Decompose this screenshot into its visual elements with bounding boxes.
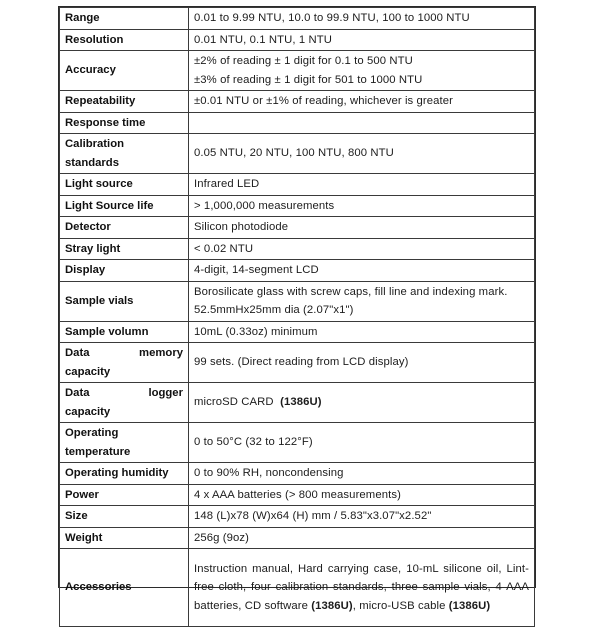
calibration-label-line-2: standards [65, 156, 119, 169]
row-value-size: 148 (L)x78 (W)x64 (H) mm / 5.83"x3.07"x2.52" [189, 506, 535, 528]
row-label-accessories: Accessories [60, 549, 189, 627]
table-row [60, 281, 535, 321]
row-label-weight: Weight [60, 527, 189, 549]
row-value-repeatability: ±0.01 NTU or ±1% of reading, whichever is greater [189, 91, 535, 113]
data-logger-value-text: microSD CARD [194, 396, 274, 409]
row-value-response-time [189, 112, 535, 134]
table-row [60, 506, 535, 528]
row-value-data-memory-capacity: 99 sets. (Direct reading from LCD display) [189, 343, 535, 383]
row-value-weight: 256g (9oz) [189, 527, 535, 549]
row-label-light-source-life: Light Source life [60, 195, 189, 217]
operating-temp-label-line-2: temperature [65, 445, 131, 458]
table-row [60, 195, 535, 217]
table-row [60, 112, 535, 134]
row-label-range: Range [60, 8, 189, 30]
table-row [60, 174, 535, 196]
row-label-display: Display [60, 260, 189, 282]
row-value-calibration-standards: 0.05 NTU, 20 NTU, 100 NTU, 800 NTU [189, 134, 535, 174]
row-label-operating-temperature [60, 423, 189, 463]
row-value-accessories [189, 549, 535, 627]
row-label-sample-vials: Sample vials [60, 281, 189, 321]
table-row [60, 484, 535, 506]
row-value-range: 0.01 to 9.99 NTU, 10.0 to 99.9 NTU, 100 to 1000 NTU [189, 8, 535, 30]
data-memory-word-1: Data [65, 347, 90, 359]
row-value-light-source-life: > 1,000,000 measurements [189, 195, 535, 217]
table-row [60, 383, 535, 423]
table-row [60, 423, 535, 463]
table-row [60, 238, 535, 260]
row-label-operating-humidity: Operating humidity [60, 463, 189, 485]
table-row [60, 134, 535, 174]
row-value-data-logger-capacity [189, 383, 535, 423]
data-logger-label-line-1 [65, 384, 183, 403]
accessories-text-part-1: Instruction manual, Hard carrying case, 10-mL silicone oil, Lint-free cloth, four calibration standards, three sample vials, 4 AAA batteries, CD software [194, 562, 529, 612]
data-memory-label-line-2: capacity [65, 365, 111, 378]
data-memory-label-line-1 [65, 344, 183, 363]
row-value-resolution: 0.01 NTU, 0.1 NTU, 1 NTU [189, 29, 535, 51]
row-value-detector: Silicon photodiode [189, 217, 535, 239]
row-label-stray-light: Stray light [60, 238, 189, 260]
accessories-model-note-1: (1386U) [311, 599, 353, 612]
table-row [60, 8, 535, 30]
row-value-operating-humidity: 0 to 90% RH, noncondensing [189, 463, 535, 485]
row-value-light-source: Infrared LED [189, 174, 535, 196]
table-row [60, 260, 535, 282]
calibration-label-line-1: Calibration [65, 138, 124, 150]
table-row [60, 549, 535, 627]
data-logger-label-line-2: capacity [65, 405, 111, 418]
row-label-power: Power [60, 484, 189, 506]
table-row [60, 51, 535, 91]
row-label-resolution: Resolution [60, 29, 189, 51]
data-logger-word-2: logger [148, 387, 183, 399]
sample-vials-line-2: 52.5mmHx25mm dia (2.07"x1") [194, 304, 354, 316]
operating-temp-label-line-1: Operating [65, 427, 119, 439]
row-value-operating-temperature: 0 to 50°C (32 to 122°F) [189, 423, 535, 463]
row-value-display: 4-digit, 14-segment LCD [189, 260, 535, 282]
accuracy-line-1: ±2% of reading ± 1 digit for 0.1 to 500 NTU [194, 55, 413, 67]
row-label-accuracy: Accuracy [60, 51, 189, 91]
table-row [60, 91, 535, 113]
accuracy-line-2: ±3% of reading ± 1 digit for 501 to 1000 NTU [194, 73, 423, 86]
row-label-detector: Detector [60, 217, 189, 239]
data-logger-word-1: Data [65, 387, 90, 399]
table-row [60, 463, 535, 485]
row-value-power: 4 x AAA batteries (> 800 measurements) [189, 484, 535, 506]
data-logger-model-note: (1386U) [280, 396, 322, 409]
table-row [60, 527, 535, 549]
row-label-size: Size [60, 506, 189, 528]
row-value-stray-light: < 0.02 NTU [189, 238, 535, 260]
row-label-light-source: Light source [60, 174, 189, 196]
table-row [60, 217, 535, 239]
spec-sheet [58, 6, 536, 612]
specifications-table [59, 7, 535, 627]
row-label-sample-volumn: Sample volumn [60, 321, 189, 343]
row-value-sample-vials [189, 281, 535, 321]
accessories-model-note-2: (1386U) [448, 599, 491, 612]
accessories-text-part-2: , micro-USB cable [352, 599, 446, 612]
row-label-repeatability: Repeatability [60, 91, 189, 113]
row-label-data-logger-capacity [60, 383, 189, 423]
sample-vials-line-1: Borosilicate glass with screw caps, fill line and indexing mark. [194, 285, 508, 298]
row-value-sample-volumn: 10mL (0.33oz) minimum [189, 321, 535, 343]
table-row [60, 29, 535, 51]
row-label-data-memory-capacity [60, 343, 189, 383]
row-value-accuracy [189, 51, 535, 91]
row-label-calibration-standards [60, 134, 189, 174]
table-row [60, 321, 535, 343]
row-label-response-time: Response time [60, 112, 189, 134]
data-memory-word-2: memory [139, 347, 183, 359]
table-row [60, 343, 535, 383]
